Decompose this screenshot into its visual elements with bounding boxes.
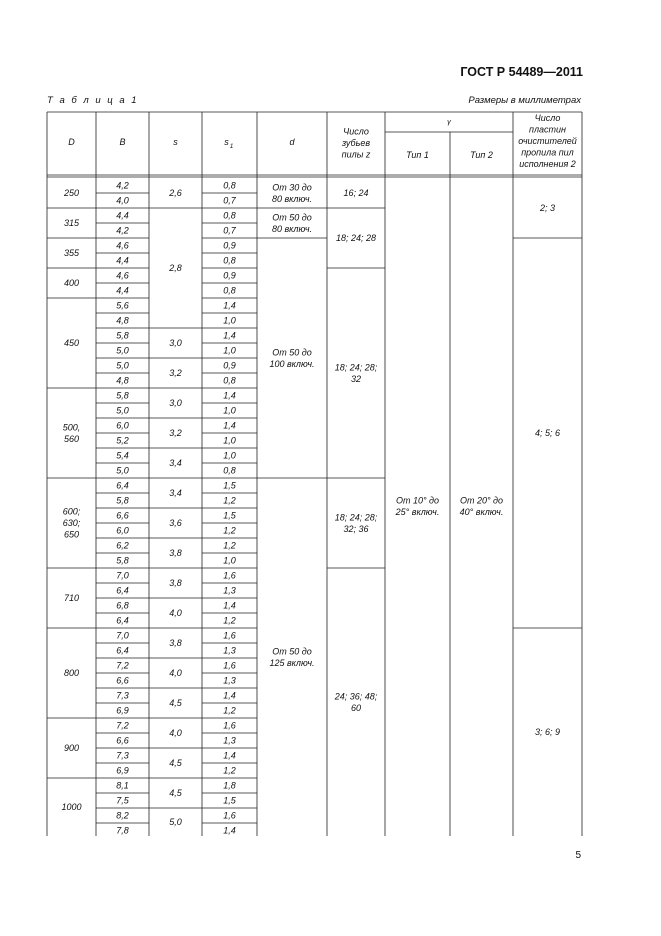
cell-B: 7,8 xyxy=(116,825,129,836)
cell-s1: 0,8 xyxy=(223,465,236,476)
cell-s1: 1,0 xyxy=(223,450,236,461)
header-s1-subscript: 1 xyxy=(229,143,234,150)
s-cell: 4,5 xyxy=(169,788,182,798)
cell-B: 5,6 xyxy=(116,300,129,311)
cell-s1: 0,8 xyxy=(223,375,236,386)
s-cell: 3,8 xyxy=(169,578,182,588)
header-d: d xyxy=(289,137,295,147)
cell-B: 6,0 xyxy=(116,420,129,431)
D-cell: 800 xyxy=(63,668,80,678)
standard-code: ГОСТ Р 54489—2011 xyxy=(460,65,583,79)
cell-B: 4,2 xyxy=(116,180,129,191)
cell-s1: 1,0 xyxy=(223,315,236,326)
cell-B: 4,8 xyxy=(116,315,129,326)
cell-B: 6,4 xyxy=(116,480,129,491)
cell-s1: 1,5 xyxy=(223,795,236,806)
D-cell: 560 xyxy=(63,433,80,444)
s-cell: 3,2 xyxy=(169,368,182,378)
header-plates-count: пластин xyxy=(529,124,566,135)
type-1-cell: 25° включ. xyxy=(395,506,440,517)
cell-B: 5,0 xyxy=(116,465,129,476)
cell-s1: 0,8 xyxy=(223,285,236,296)
s-cell: 5,0 xyxy=(169,817,182,827)
header-D: D xyxy=(68,137,75,147)
cell-s1: 0,8 xyxy=(223,255,236,266)
cell-s1: 1,4 xyxy=(223,750,236,761)
header-teeth-count: Число xyxy=(343,126,369,137)
cell-B: 5,0 xyxy=(116,405,129,416)
s-cell: 3,4 xyxy=(169,458,182,468)
cell-B: 6,2 xyxy=(116,540,129,551)
cell-B: 5,8 xyxy=(116,495,129,506)
cell-B: 7,2 xyxy=(116,720,129,731)
cell-s1: 1,2 xyxy=(223,705,236,716)
cell-s1: 1,4 xyxy=(223,825,236,836)
d-cell: От 50 до xyxy=(272,646,312,657)
cell-s1: 1,6 xyxy=(223,630,236,641)
type-2-cell: От 20° до xyxy=(459,495,504,506)
cell-s1: 1,2 xyxy=(223,765,236,776)
cell-B: 5,0 xyxy=(116,345,129,356)
s-cell: 2,8 xyxy=(169,263,182,273)
cell-s1: 1,0 xyxy=(223,435,236,446)
s-cell: 3,0 xyxy=(169,398,182,408)
d-cell: 80 включ. xyxy=(271,223,313,234)
z-cell: 18; 24; 28 xyxy=(335,233,377,243)
cell-s1: 1,4 xyxy=(223,300,236,311)
s-cell: 4,5 xyxy=(169,698,182,708)
d-cell: От 30 до xyxy=(272,182,312,193)
cell-s1: 0,9 xyxy=(223,360,236,371)
cell-B: 6,6 xyxy=(116,675,129,686)
type-2-cell: 40° включ. xyxy=(459,506,504,517)
D-cell: 710 xyxy=(63,593,80,603)
z-cell: 18; 24; 28; xyxy=(334,512,378,523)
header-B: B xyxy=(119,137,126,147)
cell-B: 5,8 xyxy=(116,390,129,401)
cell-s1: 0,7 xyxy=(223,195,236,206)
table-title: Т а б л и ц а 1 xyxy=(47,95,139,106)
cell-s1: 1,3 xyxy=(223,735,236,746)
cell-B: 4,4 xyxy=(116,210,129,221)
units-note: Размеры в миллиметрах xyxy=(468,95,581,106)
cell-B: 4,4 xyxy=(116,285,129,296)
z-cell: 32; 36 xyxy=(343,523,369,534)
cell-B: 7,0 xyxy=(116,630,129,641)
D-cell: 500, xyxy=(62,422,81,433)
plates-cell: 2; 3 xyxy=(539,203,556,213)
cell-B: 6,4 xyxy=(116,585,129,596)
header-plates-count: Число xyxy=(534,113,561,123)
D-cell: 450 xyxy=(63,338,80,348)
cell-s1: 1,2 xyxy=(223,615,236,626)
D-cell: 315 xyxy=(63,218,80,228)
cell-B: 4,4 xyxy=(116,255,129,266)
cell-B: 7,0 xyxy=(116,570,129,581)
cell-B: 6,9 xyxy=(116,765,129,776)
cell-s1: 1,0 xyxy=(223,405,236,416)
cell-s1: 1,4 xyxy=(223,600,236,611)
s-cell: 3,8 xyxy=(169,638,182,648)
cell-s1: 1,5 xyxy=(223,510,236,521)
z-cell: 60 xyxy=(350,702,362,713)
s-cell: 2,6 xyxy=(169,188,182,198)
type-1-cell: От 10° до xyxy=(395,495,440,506)
cell-s1: 1,3 xyxy=(223,675,236,686)
D-cell: 650 xyxy=(63,529,80,540)
cell-B: 5,8 xyxy=(116,330,129,341)
cell-s1: 1,3 xyxy=(223,585,236,596)
cell-B: 6,4 xyxy=(116,645,129,656)
cell-s1: 1,6 xyxy=(223,660,236,671)
s-cell: 3,2 xyxy=(169,428,182,438)
cell-s1: 0,8 xyxy=(223,210,236,221)
D-cell: 1000 xyxy=(61,802,82,812)
cell-B: 7,3 xyxy=(116,690,129,701)
d-cell: 100 включ. xyxy=(269,358,315,369)
cell-s1: 1,5 xyxy=(223,480,236,491)
cell-s1: 1,6 xyxy=(223,720,236,731)
s-cell: 3,6 xyxy=(169,518,182,528)
cell-B: 5,2 xyxy=(116,435,129,446)
cell-B: 4,6 xyxy=(116,240,129,251)
header-type-1: Тип 1 xyxy=(406,150,429,160)
cell-s1: 0,9 xyxy=(223,240,236,251)
header-plates-count: очистителей xyxy=(518,136,577,146)
z-cell: 32 xyxy=(350,373,362,384)
cell-B: 4,8 xyxy=(116,375,129,386)
cell-B: 4,6 xyxy=(116,270,129,281)
cell-B: 6,0 xyxy=(116,525,129,536)
cell-B: 5,8 xyxy=(116,555,129,566)
cell-s1: 1,4 xyxy=(223,420,236,431)
cell-B: 6,8 xyxy=(116,600,129,611)
cell-B: 6,9 xyxy=(116,705,129,716)
cell-s1: 1,2 xyxy=(223,525,236,536)
cell-s1: 0,9 xyxy=(223,270,236,281)
d-cell: От 50 до xyxy=(272,347,312,358)
cell-B: 7,3 xyxy=(116,750,129,761)
d-cell: 80 включ. xyxy=(271,193,313,204)
header-s1: s xyxy=(224,137,229,147)
header-type-2: Тип 2 xyxy=(470,150,493,160)
header-s: s xyxy=(173,137,178,147)
cell-B: 6,6 xyxy=(116,735,129,746)
s-cell: 4,5 xyxy=(169,758,182,768)
cell-s1: 1,3 xyxy=(223,645,236,656)
cell-B: 5,0 xyxy=(116,360,129,371)
cell-B: 6,4 xyxy=(116,615,129,626)
cell-s1: 1,6 xyxy=(223,810,236,821)
D-cell: 900 xyxy=(63,743,80,753)
header-plates-count: исполнения 2 xyxy=(519,159,576,169)
z-cell: 18; 24; 28; xyxy=(334,362,378,373)
cell-B: 4,2 xyxy=(116,225,129,236)
cell-s1: 1,2 xyxy=(223,495,236,506)
cell-B: 8,2 xyxy=(116,810,129,821)
cell-s1: 1,2 xyxy=(223,540,236,551)
s-cell: 4,0 xyxy=(169,608,182,618)
header-teeth-count: зубьев xyxy=(341,138,371,148)
d-cell: 125 включ. xyxy=(269,657,315,668)
cell-s1: 0,7 xyxy=(223,225,236,236)
cell-s1: 0,8 xyxy=(223,180,236,191)
s-cell: 3,4 xyxy=(169,488,182,498)
cell-B: 6,6 xyxy=(116,510,129,521)
plates-cell: 3; 6; 9 xyxy=(534,727,561,737)
cell-B: 5,4 xyxy=(116,450,129,461)
s-cell: 3,0 xyxy=(169,338,182,348)
plates-cell: 4; 5; 6 xyxy=(534,428,561,438)
s-cell: 4,0 xyxy=(169,728,182,738)
header-gamma: γ xyxy=(447,117,451,126)
D-cell: 355 xyxy=(63,248,80,258)
z-cell: 16; 24 xyxy=(343,188,369,198)
cell-B: 8,1 xyxy=(116,780,129,791)
header-teeth-count: пилы z xyxy=(341,149,371,160)
cell-s1: 1,0 xyxy=(223,555,236,566)
cell-s1: 1,4 xyxy=(223,330,236,341)
D-cell: 600; xyxy=(62,506,81,517)
page-number: 5 xyxy=(575,850,581,861)
header-plates-count: пропила пил xyxy=(521,147,574,158)
cell-B: 4,0 xyxy=(116,195,129,206)
cell-s1: 1,8 xyxy=(223,780,236,791)
cell-s1: 1,0 xyxy=(223,345,236,356)
cell-s1: 1,4 xyxy=(223,690,236,701)
cell-s1: 1,4 xyxy=(223,390,236,401)
s-cell: 3,8 xyxy=(169,548,182,558)
D-cell: 400 xyxy=(63,278,80,288)
z-cell: 24; 36; 48; xyxy=(334,691,378,702)
D-cell: 630; xyxy=(62,518,81,528)
cell-s1: 1,6 xyxy=(223,570,236,581)
s-cell: 4,0 xyxy=(169,668,182,678)
d-cell: От 50 до xyxy=(272,212,312,223)
cell-B: 7,5 xyxy=(116,795,129,806)
cell-B: 7,2 xyxy=(116,660,129,671)
D-cell: 250 xyxy=(63,188,80,198)
